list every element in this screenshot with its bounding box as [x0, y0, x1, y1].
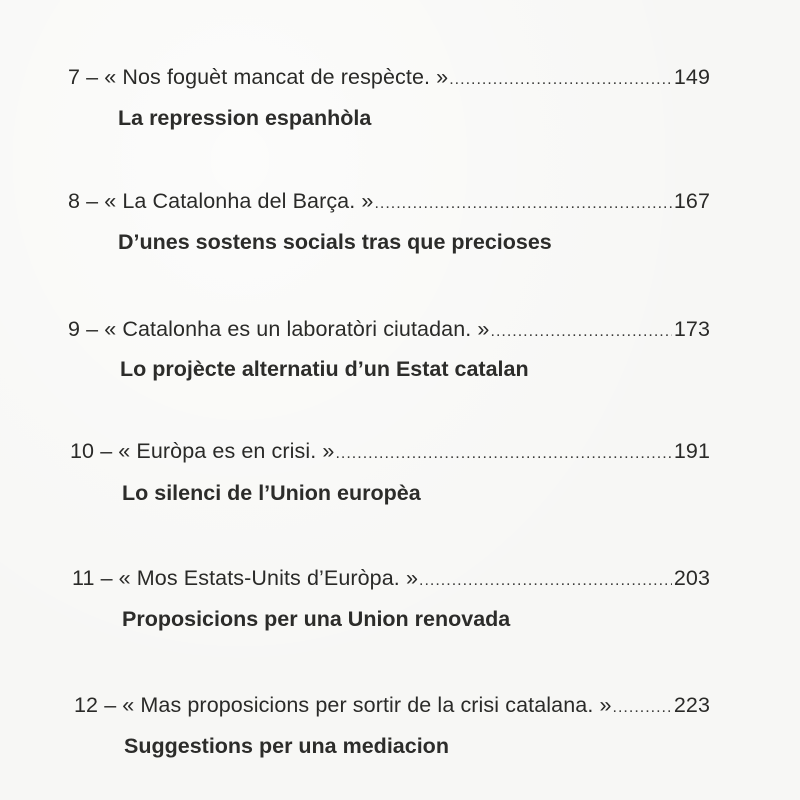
- chapter-number: 9 –: [68, 317, 99, 341]
- chapter-number: 12 –: [74, 693, 117, 717]
- page-number: 203: [673, 566, 710, 590]
- toc-entry-line: [70, 436, 710, 466]
- chapter-title: « Mos Estats-Units d’Euròpa. »: [118, 566, 419, 590]
- chapter-number: 11 –: [72, 566, 113, 590]
- chapter-title: « La Catalonha del Barça. »: [104, 189, 374, 213]
- page-number: 173: [673, 317, 710, 341]
- toc-entry-line: [68, 314, 710, 344]
- page-number: 149: [673, 65, 710, 89]
- dot-leader: [491, 317, 672, 347]
- page-number: 167: [673, 189, 710, 213]
- toc-entry: [0, 690, 800, 780]
- chapter-number: 7 –: [68, 65, 99, 89]
- chapter-subtitle: Lo projècte alternatiu d’un Estat catalan: [120, 357, 529, 381]
- page-number: 223: [673, 693, 710, 717]
- toc-entry: [0, 436, 800, 526]
- dot-leader: [374, 189, 671, 219]
- chapter-subtitle: Suggestions per una mediacion: [124, 734, 449, 758]
- chapter-subtitle: Proposicions per una Union renovada: [122, 607, 511, 631]
- dot-leader: [449, 65, 672, 95]
- toc-entry-line: [72, 563, 710, 593]
- chapter-subtitle: La repression espanhòla: [118, 106, 372, 130]
- dot-leader: [419, 566, 672, 596]
- toc-entry: [0, 62, 800, 152]
- chapter-subtitle: D’unes sostens socials tras que precioses: [118, 230, 552, 254]
- page-number: 191: [673, 439, 710, 463]
- chapter-title: « Nos foguèt mancat de respècte. »: [104, 65, 449, 89]
- toc-entry-line: [68, 186, 710, 216]
- toc-entry: [0, 314, 800, 404]
- dot-leader: [613, 693, 672, 723]
- toc-entry: [0, 563, 800, 653]
- chapter-title: « Catalonha es un laboratòri ciutadan. »: [104, 317, 490, 341]
- chapter-number: 10 –: [70, 439, 113, 463]
- toc-entry: [0, 186, 800, 276]
- toc-entry-line: [74, 690, 710, 720]
- chapter-title: « Euròpa es en crisi. »: [118, 439, 335, 463]
- toc-entry-line: [68, 62, 710, 92]
- chapter-subtitle: Lo silenci de l’Union europèa: [122, 481, 421, 505]
- dot-leader: [335, 439, 671, 469]
- chapter-title: « Mas proposicions per sortir de la crisi catalana. »: [122, 693, 612, 717]
- chapter-number: 8 –: [68, 189, 99, 213]
